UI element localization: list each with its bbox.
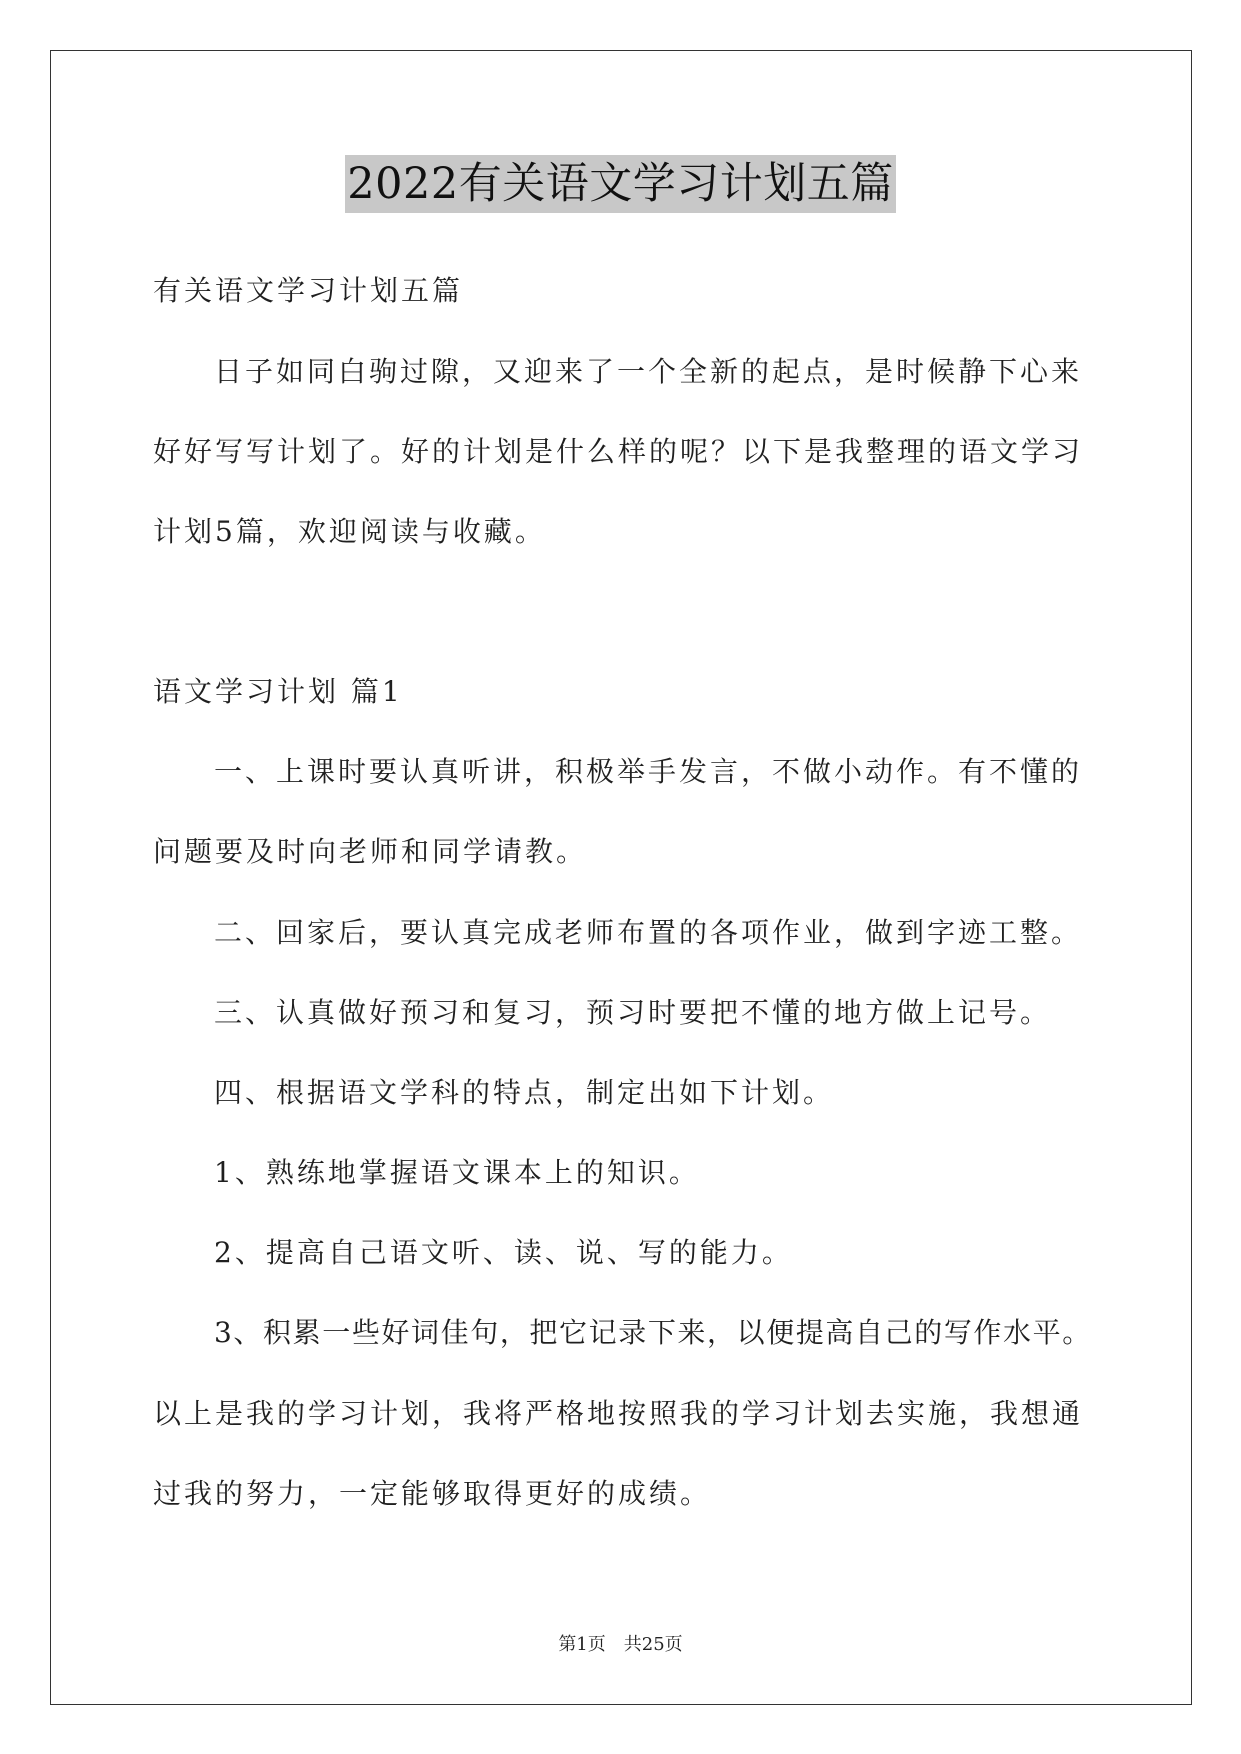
page-number: 第1页 (558, 1634, 606, 1655)
intro-line-2: 好好写写计划了。好的计划是什么样的呢？以下是我整理的语文学习 (153, 435, 1084, 468)
section-heading: 语文学习计划 篇1 (153, 675, 403, 708)
section-line-3: 二、回家后，要认真完成老师布置的各项作业，做到字迹工整。 (214, 916, 1083, 949)
document-subtitle: 有关语文学习计划五篇 (153, 274, 464, 307)
section-line-5: 四、根据语文学科的特点，制定出如下计划。 (214, 1076, 835, 1109)
section-line-1: 一、上课时要认真听讲，积极举手发言，不做小动作。有不懂的 (214, 755, 1083, 788)
section-line-6: 1、熟练地掌握语文课本上的知识。 (214, 1156, 700, 1189)
page-footer (0, 1633, 1241, 1657)
intro-line-1: 日子如同白驹过隙，又迎来了一个全新的起点，是时候静下心来 (214, 355, 1083, 388)
document-title: 2022有关语文学习计划五篇 (345, 155, 895, 213)
section-line-7: 2、提高自己语文听、读、说、写的能力。 (214, 1236, 793, 1269)
section-line-4: 三、认真做好预习和复习，预习时要把不懂的地方做上记号。 (214, 996, 1052, 1029)
section-line-10: 过我的努力，一定能够取得更好的成绩。 (153, 1477, 712, 1510)
page-total: 共25页 (623, 1634, 683, 1655)
title-container (0, 155, 1241, 213)
section-line-9: 以上是我的学习计划，我将严格地按照我的学习计划去实施，我想通 (153, 1397, 1084, 1430)
section-line-8: 3、积累一些好词佳句，把它记录下来，以便提高自己的写作水平。 (214, 1316, 1092, 1349)
section-line-2: 问题要及时向老师和同学请教。 (153, 835, 588, 868)
intro-line-3: 计划5篇，欢迎阅读与收藏。 (153, 515, 546, 548)
